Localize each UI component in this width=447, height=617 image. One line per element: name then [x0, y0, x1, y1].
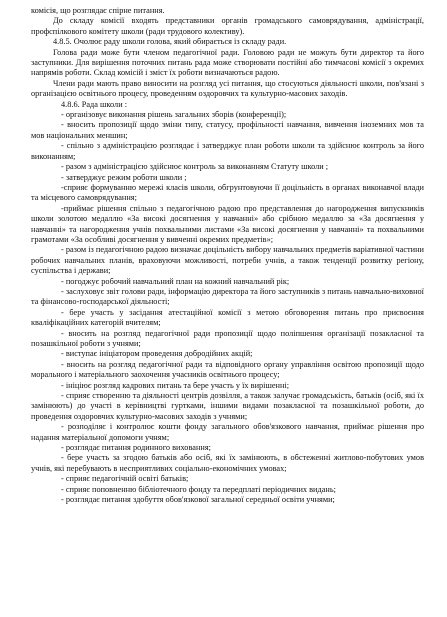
list-item: - бере участь у засідання атестаційної комісії з метою обговорення питань про присвоєння кваліфікаційних категорій вчителям; [31, 307, 424, 328]
list-item: - спільно з адміністрацією розглядає і затверджує план роботи школи та здійснює контроль за його виконанням; [31, 141, 424, 161]
list-item: - сприяє педагогічній освіті батьків; [61, 474, 189, 484]
list-item: - виступає ініціатором проведення добродійних акцій; [61, 349, 253, 359]
list-item: - розглядає питання здобуття обов'язкової загальної середньої освіти учнями; [61, 495, 335, 505]
list-item: - разом із педагогічною радою визначає доцільність вибору навчальних предметів варіативної частини робочих навчальних планів, враховуючи можливості, потреби учнів, а також тенденції розвитку регіону, суспільства і держави; [31, 245, 424, 276]
list-item: - бере участь за згодою батьків або осіб, які їх замінюють, в обстеженні житлово-побутових умов учнів, які перебувають в несприятливих соціально-економічних умовах; [31, 453, 424, 473]
list-item: - вносить на розгляд педагогічної ради пропозиції щодо поліпшення організації позакласної та позашкільної роботи з учнями; [31, 328, 424, 348]
list-item: -сприяє формуванню мережі класів школи, обгрунтовуючи її доцільність в органах виконавчої влади та місцевого самоврядування; [31, 182, 424, 203]
list-item: - вносить пропозиції щодо зміни типу, статусу, профільності навчання, вивчення іноземних мов та мов національних меншин; [31, 120, 424, 140]
paragraph: До складу комісії входять представники органів громадського самоврядування, адміністрації, профспілкового комітету школи (ради трудового колективу). [31, 16, 424, 36]
section-heading: 4.8.6. Рада школи : [61, 99, 128, 109]
paragraph: Голова ради може бути членом педагогічної ради. Головою ради не можуть бути директор та його заступники. Для вирішення поточних питань рада може створювати постійні або тимчасові комісії з окремих напрямів роботи. Склад комісій і зміст їх роботи визначаються радою. [31, 47, 424, 78]
list-item: - організовує виконання рішень загальних зборів (конференції); [61, 110, 287, 120]
paragraph: Члени ради мають право виносити на розгляд усі питання, що стосуються діяльності школи, пов'язані з організацією освітнього процесу, проведенням оздоровчих та культурно-масових заходів. [31, 78, 424, 99]
section-heading: 4.8.5. Очолює раду школи голова, який обирається із складу ради. [53, 37, 287, 47]
list-item: - сприяє поповненню бібліотечного фонду та передплаті періодичних видань; [61, 484, 336, 494]
list-item: -приймає рішення спільно з педагогічною радою про представлення до нагородження випускників школи золотою медаллю «За високі досягнення у навчанні» або срібною медаллю за «За досягнення у навчанні» та нагородження учнів похвальними листами «За високі досягнення у навчанні» та похвальними грамотами «За особливі досягнення у вивченні окремих предметів»; [31, 203, 424, 244]
list-item: - заслуховує звіт голови ради, інформацію директора та його заступників з питань навчально-виховної та фінансово-господарської діяльності; [31, 286, 424, 307]
list-item: - ініціює розгляд кадрових питань та бере участь у їх вирішенні; [61, 380, 290, 390]
list-item: - розподіляє і контролює кошти фонду загального обов'язкового навчання, приймає рішення про надання матеріальної допомоги учням; [31, 422, 424, 442]
list-item: - розглядає питання родинного виховання; [61, 443, 211, 453]
paragraph: комісія, що розглядає спірне питання. [31, 6, 165, 15]
list-item: - разом з адміністрацією здійснює контроль за виконанням Статуту школи ; [61, 162, 329, 172]
list-item: - вносить на розгляд педагогічної ради та відповідного органу управління освітою пропозиції щодо морального і матеріального заохочення учасників освітнього процесу; [31, 359, 424, 380]
list-item: - погоджує робочий навчальний план на кожний навчальний рік; [61, 276, 290, 286]
list-item: - затверджує режим роботи школи ; [61, 172, 187, 182]
list-item: - сприяє створенню та діяльності центрів дозвілля, а також залучає громадськість, батьків (осіб, які їх замінюють) до участі в керівництві гуртками, іншими видами позакласної та позашкільної роботи, до проведення оздоровчих культурно-масових заходів з учнями; [31, 391, 424, 421]
